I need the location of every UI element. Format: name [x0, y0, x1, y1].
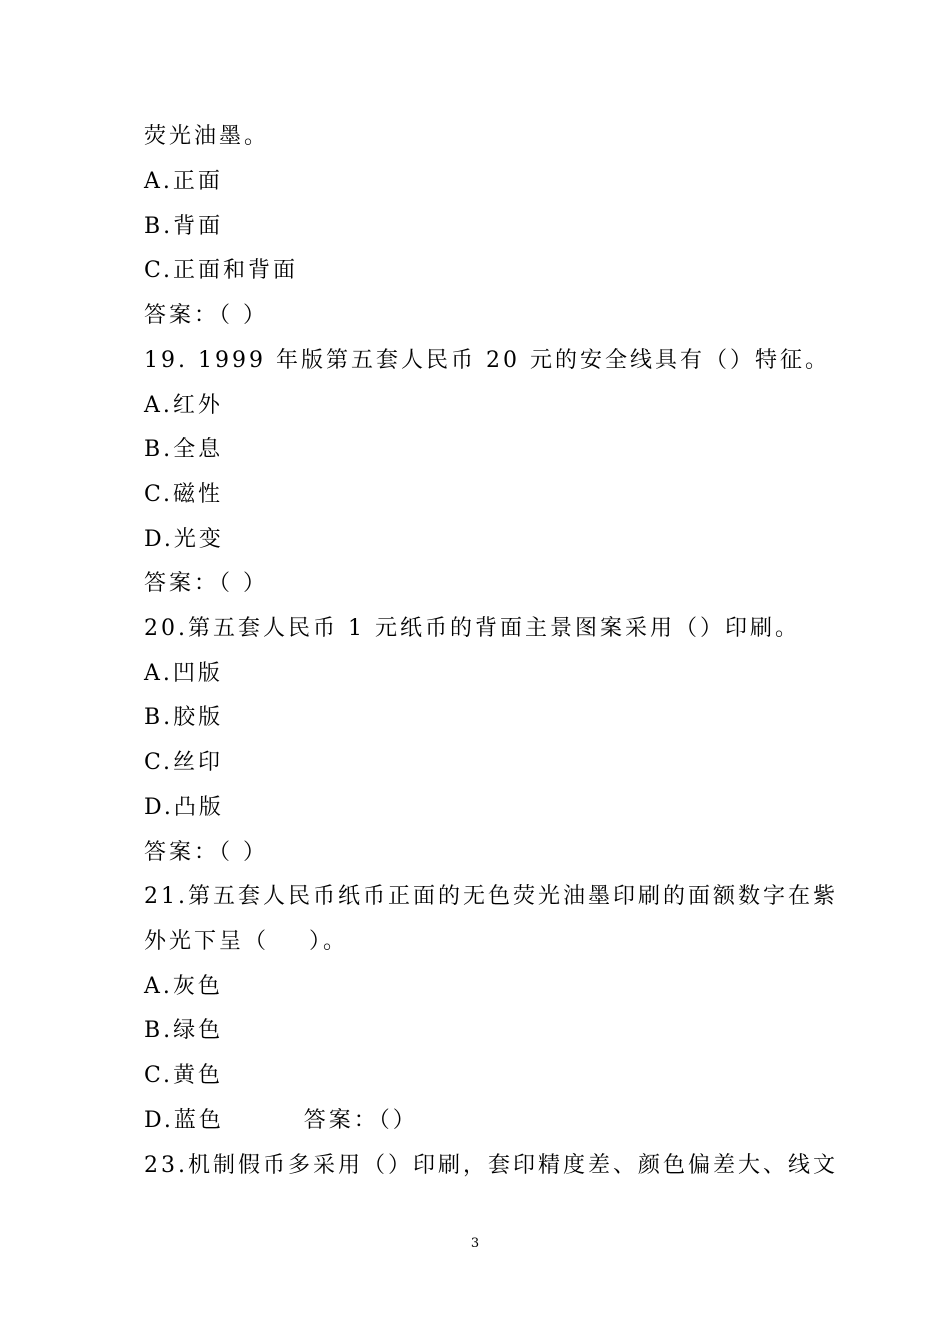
- option-b: B.全息: [144, 437, 224, 462]
- question-21: 21.第五套人民币纸币正面的无色荧光油墨印刷的面额数字在紫: [144, 884, 838, 909]
- question-19: 19. 1999 年版第五套人民币 20 元的安全线具有（）特征。: [144, 348, 830, 373]
- answer-line: 答案：（ ）: [144, 571, 268, 596]
- question-20: 20.第五套人民币 1 元纸币的背面主景图案采用（）印刷。: [144, 616, 800, 641]
- question-23: 23.机制假币多采用（）印刷，套印精度差、颜色偏差大、线文: [144, 1153, 838, 1178]
- option-a: A.凹版: [144, 661, 223, 686]
- option-c: C.黄色: [144, 1063, 224, 1088]
- answer-line: 答案：（ ）: [144, 840, 268, 865]
- option-a: A.正面: [144, 169, 223, 194]
- option-c: C.磁性: [144, 482, 224, 507]
- option-b: B.绿色: [144, 1018, 224, 1043]
- option-d: D.光变: [144, 527, 224, 552]
- question-21-continuation: 外光下呈（ ）。: [144, 929, 348, 954]
- option-d: D.凸版: [144, 795, 224, 820]
- option-a: A.红外: [144, 393, 223, 418]
- option-c: C.正面和背面: [144, 258, 299, 283]
- page-number: 3: [470, 1236, 480, 1251]
- answer-line: 答案：（ ）: [144, 303, 268, 328]
- option-b: B.背面: [144, 214, 224, 239]
- option-d-with-answer: D.蓝色 答案：（）: [144, 1108, 418, 1133]
- option-c: C.丝印: [144, 750, 224, 775]
- text-line-continuation: 荧光油墨。: [144, 124, 270, 149]
- option-a: A.灰色: [144, 974, 223, 999]
- option-b: B.胶版: [144, 705, 224, 730]
